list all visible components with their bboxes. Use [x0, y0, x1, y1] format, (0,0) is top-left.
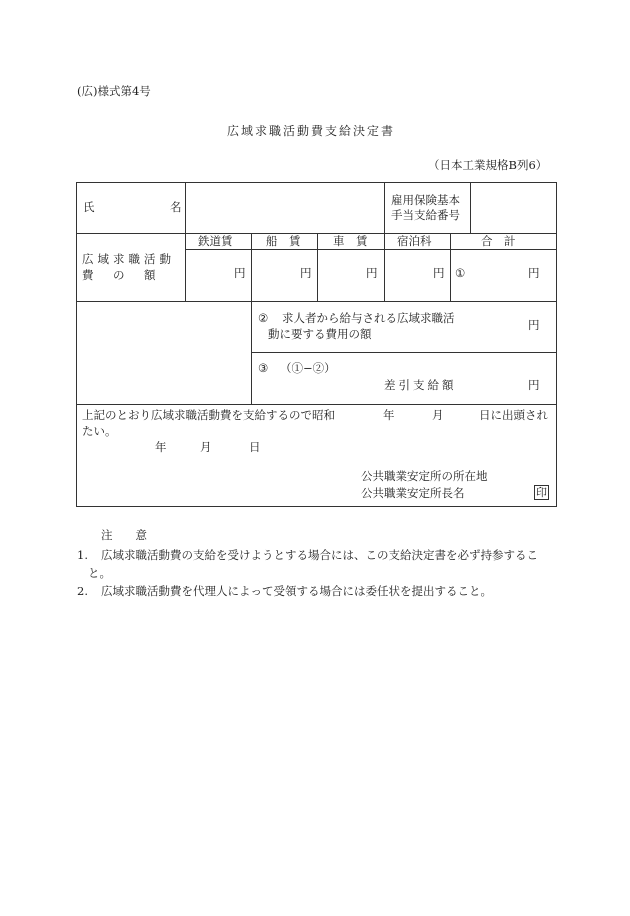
note-number: 1. — [77, 548, 88, 562]
expense-label-2: 費 の 額 — [82, 268, 160, 282]
employer-cost-label-2: 動に要する費用の額 — [268, 327, 372, 341]
date-day: 日 — [249, 440, 261, 454]
form-number: (広)様式第4号 — [77, 84, 151, 98]
notes-heading: 注 意 — [101, 528, 147, 542]
circle-2: ② — [258, 311, 269, 325]
note-text: 広域求職活動費の支給を受けようとする場合には、この支給決定書を必ず持参するこ — [101, 548, 538, 562]
statement-day: 日に出頭され — [479, 408, 548, 422]
note-text: 広域求職活動費を代理人によって受領する場合には委任状を提出すること。 — [101, 584, 492, 598]
statement-text-2: たい。 — [82, 424, 117, 438]
expense-label: 広域求職活動 — [82, 252, 175, 266]
insurance-label: 雇用保険基本 — [391, 193, 460, 207]
insurance-label-2: 手当支給番号 — [391, 208, 460, 222]
circle-1: ① — [455, 266, 466, 280]
statement-month: 月 — [432, 408, 444, 422]
yen-employer: 円 — [528, 318, 540, 332]
col-header-car: 車 賃 — [333, 234, 368, 248]
date-year: 年 — [155, 440, 167, 454]
seal-mark: 印 — [536, 486, 547, 499]
name-label: 氏 — [83, 200, 95, 214]
yen-ship: 円 — [300, 266, 312, 280]
note-text-cont: と。 — [88, 566, 111, 580]
note-number: 2. — [77, 584, 88, 598]
col-header-lodging: 宿泊科 — [397, 234, 432, 248]
yen-car: 円 — [366, 266, 378, 280]
yen-total: 円 — [528, 266, 540, 280]
name-label-end: 名 — [170, 200, 182, 214]
yen-balance: 円 — [528, 378, 540, 392]
yen-lodging: 円 — [433, 266, 445, 280]
employer-cost-label: 求人者から給与される広域求職活 — [282, 311, 455, 325]
col-header-rail: 鉄道賃 — [198, 234, 233, 248]
col-header-total: 合 計 — [481, 234, 516, 248]
standard-note: （日本工業規格B列6） — [428, 158, 548, 172]
balance-label: 差引支給額 — [384, 378, 457, 392]
statement-text: 上記のとおり広域求職活動費を支給するので昭和 — [82, 408, 335, 422]
office-location-label: 公共職業安定所の所在地 — [361, 469, 488, 483]
date-month: 月 — [200, 440, 212, 454]
office-chief-label: 公共職業安定所長名 — [361, 486, 465, 500]
col-header-ship: 船 賃 — [266, 234, 301, 248]
statement-year: 年 — [383, 408, 395, 422]
yen-rail: 円 — [234, 266, 246, 280]
circle-3: ③ — [258, 361, 269, 375]
formula: （①−②） — [280, 361, 336, 375]
page-title: 広域求職活動費支給決定書 — [227, 124, 396, 138]
